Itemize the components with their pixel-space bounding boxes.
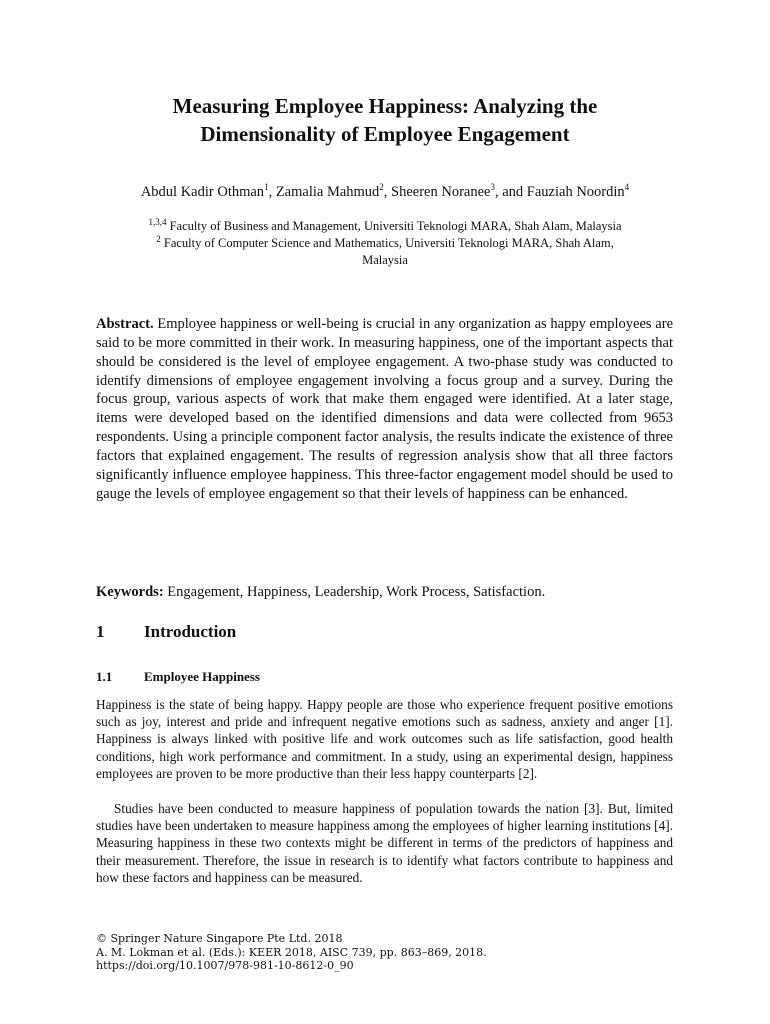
author-3: , Sheeren Noranee: [383, 184, 491, 200]
author-list: [70, 183, 700, 201]
author-4: , and Fauziah Noordin: [494, 184, 625, 200]
author-4-affil: 4: [624, 182, 630, 193]
section-title: Introduction: [144, 622, 237, 641]
author-1-affil: 1: [264, 182, 269, 193]
abstract-text: Employee happiness or well-being is crucial in any organization as happy employees are said to be more committed in their work. In measuring happiness, one of the important aspects that should be considered is the level of employee engagement. A two-phase study was conducted to identify dimensions of employee engagement involving a focus group and a survey. During the focus group, various aspects of work that make them engaged were identified. At a later stage, items were developed based on the identified dimensions and data were collected from 9653 respondents. Using a principle component factor analysis, the results indicate the existence of three factors that explained engagement. The results of regression analysis show that all three factors significantly influence employee happiness. This three-factor engagement model should be used to gauge the levels of employee engagement so that their levels of happiness can be enhanced.: [96, 316, 674, 502]
subsection-title: Employee Happiness: [144, 669, 260, 684]
author-2: , Zamalia Mahmud: [268, 184, 380, 200]
affiliation-1-marker: 1,3,4: [148, 216, 167, 227]
affiliation-1: [70, 218, 700, 235]
body-paragraph-2: Studies have been conducted to measure happiness of population towards the nation [3]. But, limited studies have been undertaken to measure happiness among the employees of higher learning institutions [4]. Measuring happiness in these two contexts might be different in terms of the predictors of happiness and their measurement. Therefore, the issue in research is to identify what factors contribute to happiness and how these factors and happiness can be measured.: [96, 801, 673, 885]
affiliation-2: [70, 235, 700, 252]
body-paragraph-1: Happiness is the state of being happy. Happy people are those who experience frequent positive emotions such as joy, interest and pride and infrequent negative emotions such as sadness, anxiety and anger [1]. Happiness is always linked with positive life and work outcomes such as life satisfaction, good health conditions, high work performance and commitment. In a study, using an experimental design, happiness employees are proven to be more productive than their less happy counterparts [2].: [96, 697, 673, 781]
copyright-footer: [96, 932, 487, 973]
section-heading: [96, 621, 236, 643]
keywords-label: Keywords:: [96, 584, 164, 600]
title-line-2: Dimensionality of Employee Engagement: [200, 122, 570, 146]
affiliation-2-marker: 2: [156, 233, 161, 244]
footer-citation: A. M. Lokman et al. (Eds.): KEER 2018, AISC 739, pp. 863–869, 2018.: [96, 945, 487, 959]
affiliation-1-text: Faculty of Business and Management, Universiti Teknologi MARA, Shah Alam, Malaysia: [166, 219, 622, 233]
footer-copyright: © Springer Nature Singapore Pte Ltd. 2018: [96, 932, 343, 945]
keywords-text: Engagement, Happiness, Leadership, Work Process, Satisfaction.: [167, 584, 546, 600]
author-2-affil: 2: [379, 182, 384, 193]
keywords: [96, 583, 673, 602]
subsection-number: 1.1: [96, 669, 113, 684]
affiliation-2-text: Faculty of Computer Science and Mathematics, Universiti Teknologi MARA, Shah Alam,: [160, 236, 614, 250]
affiliations: [70, 218, 700, 269]
paper-title: [96, 92, 674, 148]
abstract-label: Abstract.: [96, 316, 154, 332]
author-1: Abdul Kadir Othman: [140, 184, 265, 200]
title-line-1: Measuring Employee Happiness: Analyzing the: [172, 94, 598, 118]
subsection-heading: [96, 668, 260, 685]
section-number: 1: [96, 622, 105, 641]
affiliation-2-continued: Malaysia: [362, 253, 408, 267]
author-3-affil: 3: [490, 182, 495, 193]
footer-doi-link[interactable]: https://doi.org/10.1007/978-981-10-8612-0_90: [96, 959, 354, 972]
abstract: [96, 315, 673, 503]
